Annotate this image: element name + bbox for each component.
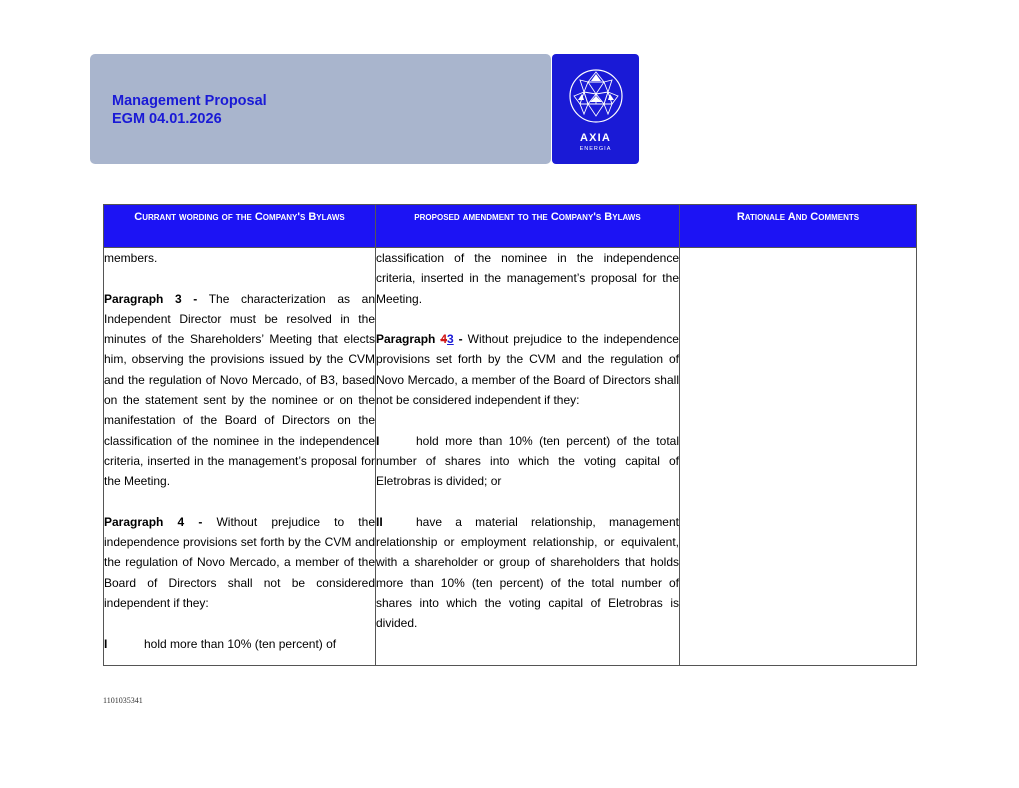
bylaws-comparison-table xyxy=(103,204,917,666)
banner-title-line1: Management Proposal xyxy=(112,93,267,109)
current-paragraph-3 xyxy=(104,289,375,492)
current-item-i xyxy=(104,634,375,654)
current-paragraph-3-label: Paragraph 3 - xyxy=(104,291,198,306)
banner-title xyxy=(112,92,267,128)
column-header-proposed: proposed amendment to the Company's Bylaws xyxy=(376,205,680,248)
inserted-paragraph-number: 3 xyxy=(447,332,454,347)
proposal-banner xyxy=(90,54,551,164)
current-paragraph-4-text: Without prejudice to the independence provisions set forth by the CVM and the regulation of Novo Mercado, a member of the Board of Directors shall not be considered independent if they: xyxy=(104,514,375,611)
proposed-paragraph-dash: - xyxy=(458,332,463,347)
proposed-item-i-number: I xyxy=(376,433,380,448)
rationale-cell xyxy=(680,248,917,666)
logo-subtitle: ENERGIA xyxy=(579,146,612,152)
column-header-current: Currant wording of the Company's Bylaws xyxy=(104,205,376,248)
current-item-i-number: I xyxy=(104,636,108,651)
current-paragraph-4 xyxy=(104,512,375,613)
table-row xyxy=(104,248,917,666)
current-wording-cell xyxy=(104,248,376,666)
proposed-paragraph-text: Without prejudice to the independence provisions set forth by the CVM and the regulation of Novo Mercado, a member of the Board of Directors shall not be considered independent if they: xyxy=(376,332,679,408)
logo-wordmark: AXIA xyxy=(579,132,612,144)
proposed-item-ii-number: II xyxy=(376,514,383,529)
document-id: 1101035341 xyxy=(103,696,143,705)
proposed-paragraph xyxy=(376,329,679,410)
current-members-line: members. xyxy=(104,251,158,265)
current-paragraph-4-label: Paragraph 4 - xyxy=(104,514,203,529)
proposed-amendment-text xyxy=(376,248,679,634)
globe-logo-icon xyxy=(568,68,624,124)
deleted-paragraph-number: 4 xyxy=(440,332,448,347)
banner-title-line2: EGM 04.01.2026 xyxy=(112,111,222,127)
proposed-continuation: classification of the nominee in the independence criteria, inserted in the management’s proposal for the Meeting. xyxy=(376,251,679,306)
proposed-item-ii-text: have a material relationship, management relationship or employment relationship, or equivalent, with a shareholder or group of shareholders that holds more than 10% (ten percent) of the total number of shares into which the voting capital of Eletrobras is divided. xyxy=(376,514,679,631)
column-header-rationale: Rationale And Comments xyxy=(680,205,917,248)
current-paragraph-3-text: The characterization as an Independent Director must be resolved in the minutes of the Shareholders’ Meeting that elects him, observing the provisions issued by the CVM and the regulation of Novo Mercado, of B3, based on the statement sent by the nominee or on the manifestation of the Board of Directors on the classification of the nominee in the independence criteria, inserted in the management’s proposal for the Meeting. xyxy=(104,291,375,489)
current-wording-text xyxy=(104,248,375,654)
proposed-amendment-cell xyxy=(376,248,680,666)
proposed-item-ii xyxy=(376,512,679,634)
table-header-row xyxy=(104,205,917,248)
proposed-paragraph-label: Paragraph xyxy=(376,332,436,347)
current-item-i-text: hold more than 10% (ten percent) of xyxy=(144,636,337,651)
company-logo xyxy=(552,54,639,164)
proposed-item-i xyxy=(376,431,679,492)
proposed-item-i-text: hold more than 10% (ten percent) of the total number of shares into which the voting capital of Eletrobras is divided; or xyxy=(376,433,679,489)
